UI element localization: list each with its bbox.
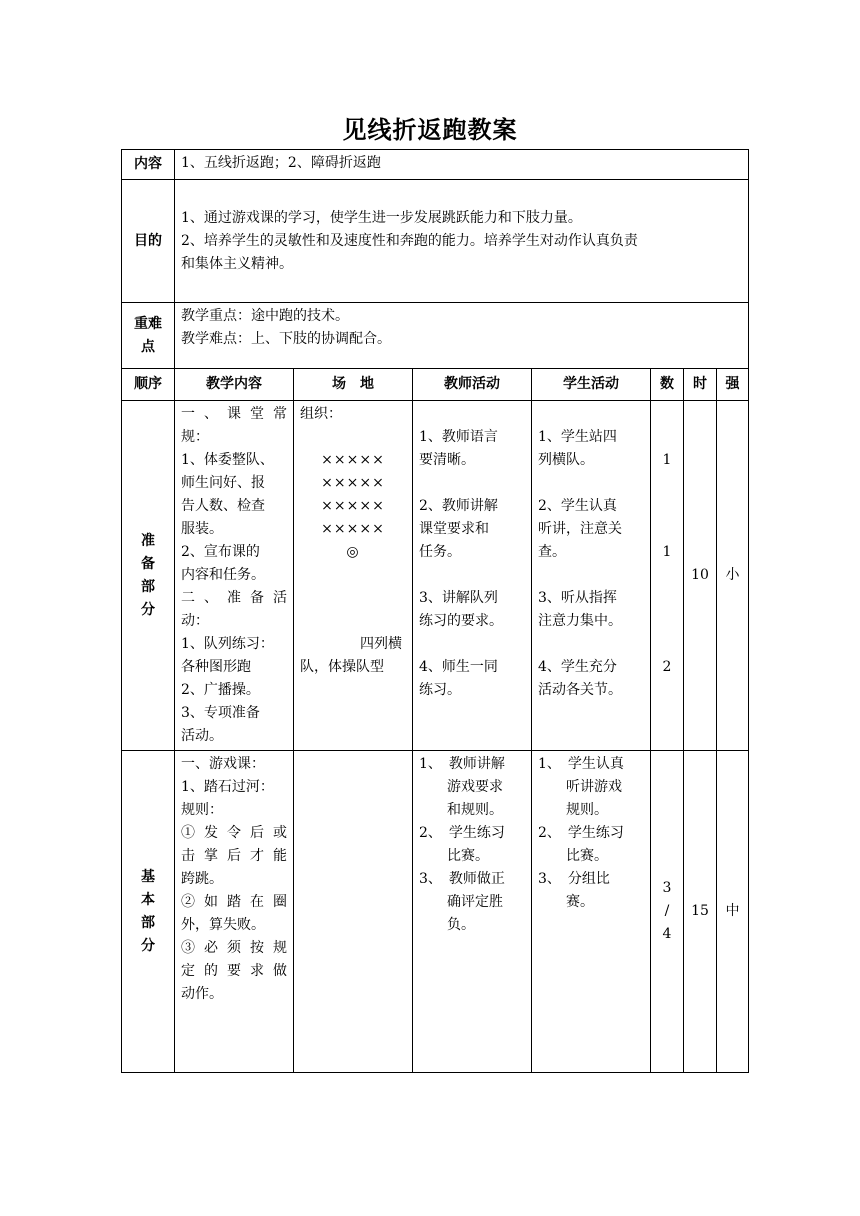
- prep-section-row: [122, 401, 749, 751]
- teacher-activity-line: 负。: [447, 917, 475, 933]
- teacher-activity-line: 游戏要求: [447, 779, 503, 795]
- prep-venue: [294, 401, 413, 751]
- student-activity-item: [538, 753, 644, 776]
- key-points-label: [122, 303, 175, 369]
- content-line: 跨跳。: [181, 871, 223, 887]
- student-activity-line: 学生练习: [567, 825, 624, 841]
- key-points-label-line: 点: [141, 338, 155, 355]
- content-line: 规：: [181, 429, 209, 445]
- section-char: 分: [141, 937, 155, 954]
- venue-label: 组织：: [300, 406, 342, 422]
- prep-content: [175, 401, 294, 751]
- count-value: 2: [662, 659, 672, 675]
- item-number: 1、: [419, 756, 435, 772]
- section-char: 部: [141, 578, 155, 595]
- main-section-label: [122, 751, 175, 1073]
- content-line: 1、体委整队、: [181, 452, 274, 468]
- content-line: 师生问好、报: [181, 475, 265, 491]
- student-activity-line: 注意力集中。: [538, 613, 622, 629]
- count-value: /: [664, 903, 670, 919]
- content-line: ①发令后或: [181, 825, 287, 841]
- purpose-text: [175, 180, 749, 303]
- content-line: 各种图形跑: [181, 659, 251, 675]
- main-section-row: [122, 751, 749, 1073]
- col-teaching-content: 教学内容: [175, 369, 294, 401]
- section-char: 准: [141, 532, 155, 549]
- item-number: 2、: [419, 825, 435, 841]
- purpose-line: 1、通过游戏课的学习，使学生进一步发展跳跃能力和下肢力量。: [181, 209, 582, 226]
- main-content: [175, 751, 294, 1073]
- col-venue: 场 地: [294, 369, 413, 401]
- teacher-activity-item: [419, 753, 525, 776]
- main-venue: [294, 751, 413, 1073]
- content-line: 动：: [181, 613, 209, 629]
- col-order: 顺序: [122, 369, 175, 401]
- teacher-activity-line: 教师做正: [448, 871, 505, 887]
- key-points-row: [122, 303, 749, 369]
- purpose-line: 和集体主义精神。: [181, 255, 293, 272]
- student-activity-line: 1、学生站四: [538, 429, 617, 445]
- formation-row: ×××××: [321, 521, 385, 537]
- key-point: 教学重点：途中跑的技术。: [181, 308, 349, 324]
- main-intensity: 中: [717, 751, 749, 1073]
- content-text: 1、五线折返跑；2、障碍折返跑: [175, 150, 749, 180]
- content-line: 1、队列练习：: [181, 636, 274, 652]
- teacher-activity-item: [419, 868, 525, 891]
- content-line: 二、准备活: [181, 590, 287, 606]
- lesson-plan-table: [121, 149, 749, 1073]
- main-count: [651, 751, 684, 1073]
- content-line: 外，算失败。: [181, 917, 265, 933]
- content-label: 内容: [122, 150, 175, 180]
- content-line: 3、专项准备: [181, 705, 260, 721]
- formation-row: ×××××: [321, 498, 385, 514]
- student-activity-line: 比赛。: [566, 848, 608, 864]
- content-line: 规则：: [181, 802, 223, 818]
- teacher-activity-line: 教师讲解: [448, 756, 505, 772]
- student-activity-item: [538, 822, 644, 845]
- content-line: 服装。: [181, 521, 223, 537]
- purpose-line: 2、培养学生的灵敏性和及速度性和奔跑的能力。培养学生对动作认真负责: [181, 232, 638, 249]
- student-activity-line: 规则。: [566, 802, 608, 818]
- count-value: 3: [662, 880, 672, 896]
- content-line: 一、游戏课：: [181, 756, 265, 772]
- content-line: 2、宣布课的: [181, 544, 260, 560]
- main-student-activity: [532, 751, 651, 1073]
- key-points-text: [175, 303, 749, 369]
- page-title: 见线折返跑教案: [342, 115, 518, 144]
- content-line: 告人数、检查: [181, 498, 265, 514]
- student-activity-line: 4、学生充分: [538, 659, 617, 675]
- student-activity-line: 听讲游戏: [566, 779, 622, 795]
- teacher-activity-line: 练习。: [419, 682, 461, 698]
- teacher-activity-item: [419, 822, 525, 845]
- teacher-activity-line: 确评定胜: [447, 894, 503, 910]
- student-activity-item: [538, 868, 644, 891]
- section-char: 本: [141, 891, 155, 908]
- content-line: 内容和任务。: [181, 567, 265, 583]
- content-line: 一、课堂常: [181, 406, 287, 422]
- prep-student-activity: [532, 401, 651, 751]
- teacher-activity-line: 4、师生一同: [419, 659, 498, 675]
- content-line: ③必须按规: [181, 940, 287, 956]
- content-line: 动作。: [181, 986, 223, 1002]
- col-student-activity: 学生活动: [532, 369, 651, 401]
- formation-row: ×××××: [321, 452, 385, 468]
- item-number: 1、: [538, 756, 554, 772]
- teacher-activity-line: 3、讲解队列: [419, 590, 498, 606]
- prep-section-label: [122, 401, 175, 751]
- content-line: 定的要求做: [181, 963, 287, 979]
- content-row: [122, 150, 749, 180]
- header-row: [122, 369, 749, 401]
- main-time: 15: [684, 751, 717, 1073]
- student-activity-line: 听讲，注意关: [538, 521, 622, 537]
- teacher-activity-line: 1、教师语言: [419, 429, 498, 445]
- student-activity-line: 3、听从指挥: [538, 590, 617, 606]
- prep-intensity: 小: [717, 401, 749, 751]
- teacher-activity-line: 任务。: [419, 544, 461, 560]
- section-char: 部: [141, 914, 155, 931]
- teacher-activity-line: 比赛。: [447, 848, 489, 864]
- student-activity-line: 赛。: [566, 894, 594, 910]
- col-count: 数: [651, 369, 684, 401]
- count-value: 1: [662, 544, 672, 560]
- item-number: 3、: [538, 871, 554, 887]
- student-activity-line: 学生认真: [567, 756, 624, 772]
- key-point: 教学难点：上、下肢的协调配合。: [181, 331, 391, 347]
- item-number: 3、: [419, 871, 435, 887]
- prep-time: 10: [684, 401, 717, 751]
- section-char: 分: [141, 601, 155, 618]
- col-time: 时: [684, 369, 717, 401]
- main-teacher-activity: [413, 751, 532, 1073]
- student-activity-line: 查。: [538, 544, 566, 560]
- formation-row: ×××××: [321, 475, 385, 491]
- student-activity-line: 2、学生认真: [538, 498, 617, 514]
- purpose-label: 目的: [122, 180, 175, 303]
- teacher-activity-line: 学生练习: [448, 825, 505, 841]
- teacher-position-mark: ◎: [346, 544, 360, 560]
- student-activity-line: 分组比: [567, 871, 610, 887]
- item-number: 2、: [538, 825, 554, 841]
- prep-teacher-activity: [413, 401, 532, 751]
- content-line: 1、踏石过河：: [181, 779, 274, 795]
- content-line: 2、广播操。: [181, 682, 260, 698]
- count-value: 4: [662, 926, 672, 942]
- venue-note: 队，体操队型: [300, 659, 384, 675]
- content-line: 活动。: [181, 728, 223, 744]
- student-activity-line: 列横队。: [538, 452, 594, 468]
- teacher-activity-line: 2、教师讲解: [419, 498, 498, 514]
- teacher-activity-line: 和规则。: [447, 802, 503, 818]
- purpose-row: [122, 180, 749, 303]
- col-intensity: 强: [717, 369, 749, 401]
- venue-note: 四列横: [360, 636, 402, 652]
- teacher-activity-line: 要清晰。: [419, 452, 475, 468]
- teacher-activity-line: 课堂要求和: [419, 521, 489, 537]
- count-value: 1: [662, 452, 672, 468]
- col-teacher-activity: 教师活动: [413, 369, 532, 401]
- student-activity-line: 活动各关节。: [538, 682, 622, 698]
- prep-count: [651, 401, 684, 751]
- content-line: ②如踏在圈: [181, 894, 287, 910]
- teacher-activity-line: 练习的要求。: [419, 613, 503, 629]
- section-char: 基: [141, 868, 155, 885]
- key-points-label-line: 重难: [134, 315, 162, 332]
- section-char: 备: [141, 555, 155, 572]
- content-line: 击掌后才能: [181, 848, 287, 864]
